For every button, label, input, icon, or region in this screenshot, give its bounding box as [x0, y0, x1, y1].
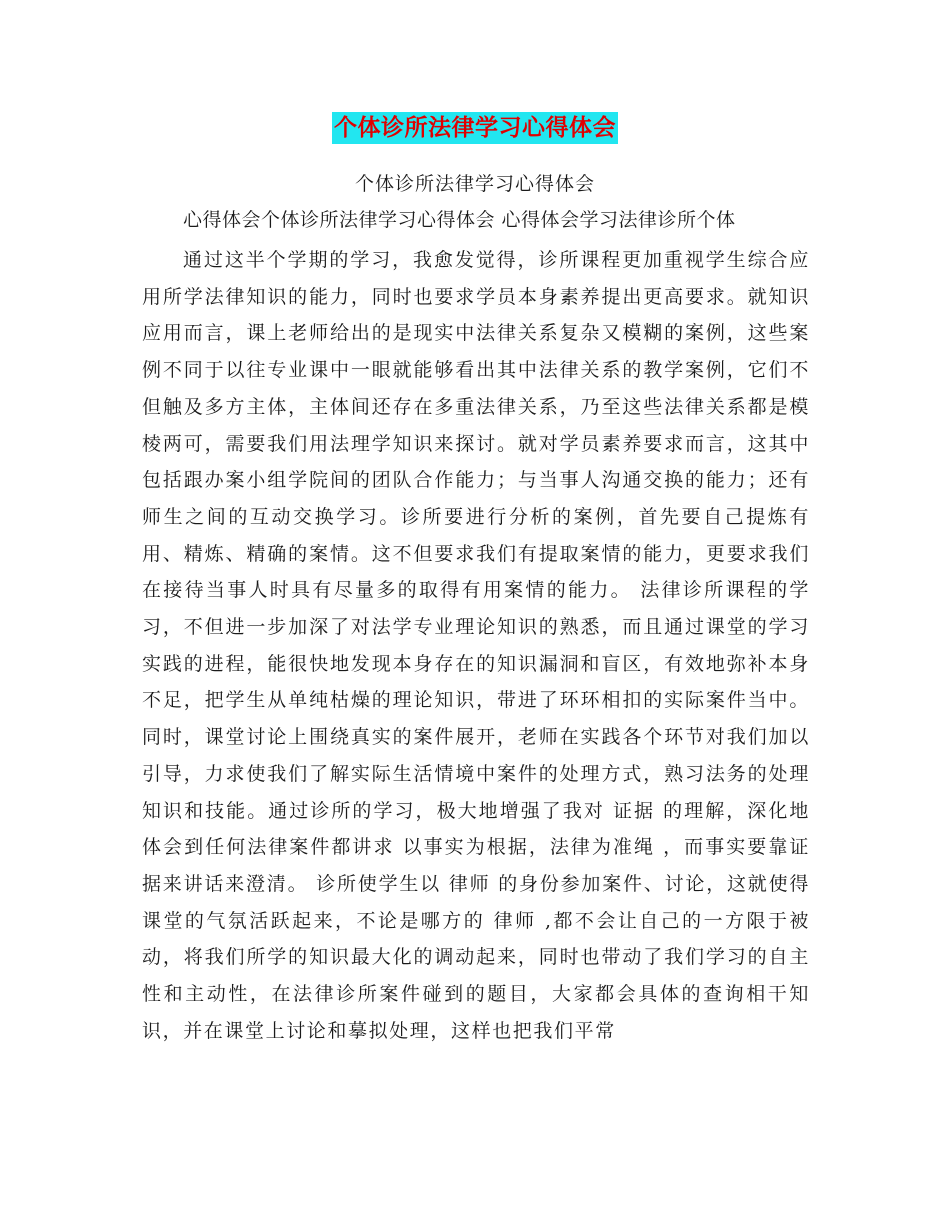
- keywords-line: 心得体会个体诊所法律学习心得体会 心得体会学习法律诊所个体: [183, 209, 736, 231]
- document-title: 个体诊所法律学习心得体会: [332, 112, 618, 144]
- title-block: [0, 112, 950, 144]
- body-paragraph: 通过这半个学期的学习，我愈发觉得，诊所课程更加重视学生综合应用所学法律知识的能力，同时也要求学员本身素养提出更高要求。就知识应用而言，课上老师给出的是现实中法律关系复杂又模糊的案例，这些案例不同于以往专业课中一眼就能够看出其中法律关系的教学案例，它们不但触及多方主体，主体间还存在多重法律关系，乃至这些法律关系都是模棱两可，需要我们用法理学知识来探讨。就对学员素养要求而言，这其中包括跟办案小组学院间的团队合作能力；与当事人沟通交换的能力；还有师生之间的互动交换学习。诊所要进行分析的案例，首先要自己提炼有用、精炼、精确的案情。这不但要求我们有提取案情的能力，更要求我们在接待当事人时具有尽量多的取得有用案情的能力。 法律诊所课程的学习，不但进一步加深了对法学专业理论知识的熟悉，而且通过课堂的学习实践的进程，能很快地发现本身存在的知识漏洞和盲区，有效地弥补本身不足，把学生从单纯枯燥的理论知识，带进了环环相扣的实际案件当中。同时，课堂讨论上围绕真实的案件展开，老师在实践各个环节对我们加以引导，力求使我们了解实际生活情境中案件的处理方式，熟习法务的处理知识和技能。通过诊所的学习，极大地增强了我对 证据 的理解，深化地体会到任何法律案件都讲求 以事实为根据，法律为准绳 ，而事实要靠证据来讲话来澄清。 诊所使学生以 律师 的身份参加案件、讨论，这就使得课堂的气氛活跃起来，不论是哪方的 律师 ,都不会让自己的一方限于被动，将我们所学的知识最大化的调动起来，同时也带动了我们学习的自主性和主动性，在法律诊所案件碰到的题目，大家都会具体的查询相干知识，并在课堂上讨论和摹拟处理，这样也把我们平常: [142, 249, 810, 1042]
- document-subtitle: 个体诊所法律学习心得体会: [354, 173, 595, 195]
